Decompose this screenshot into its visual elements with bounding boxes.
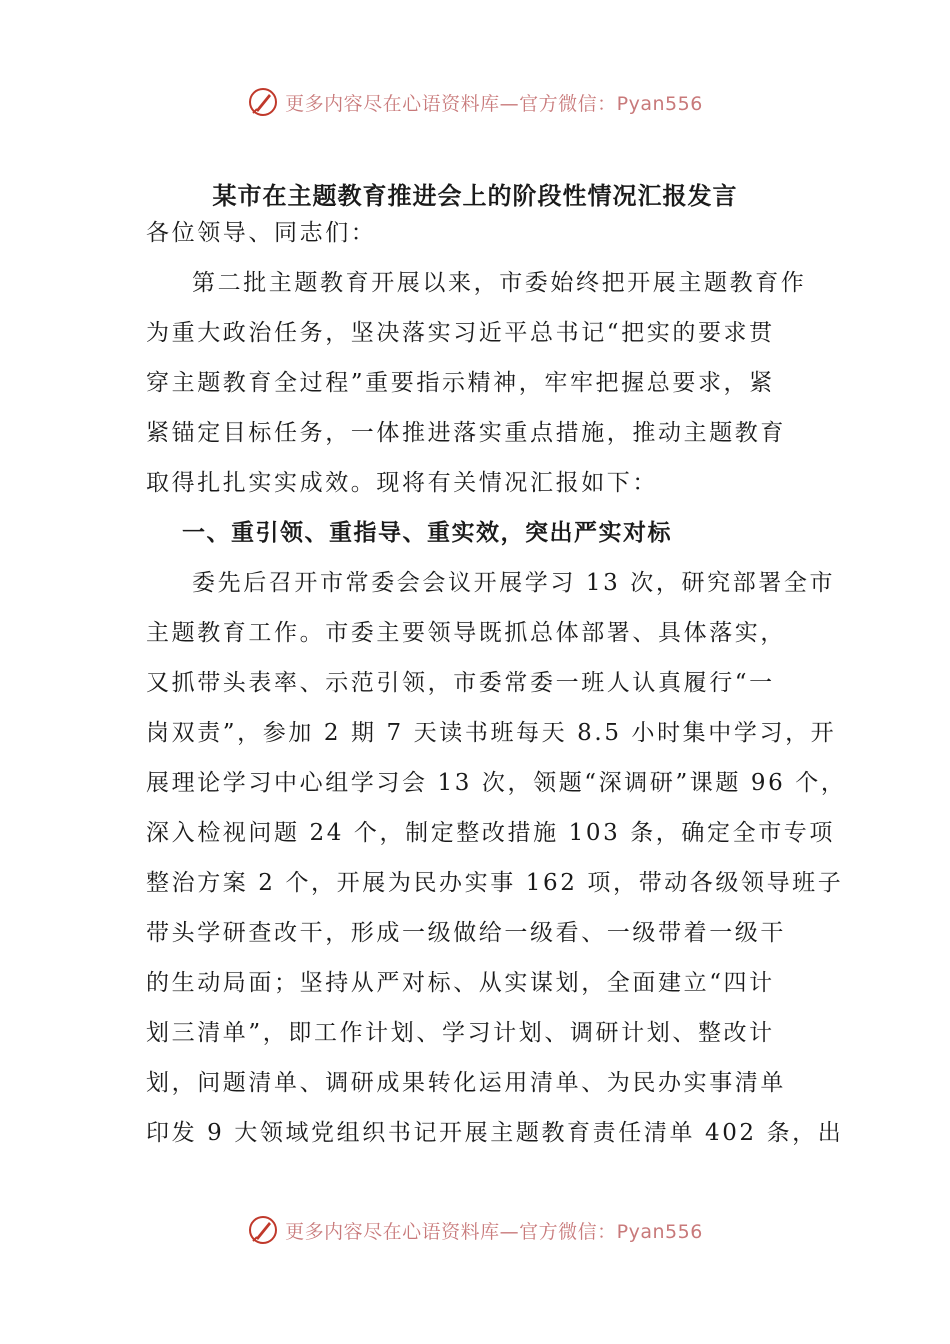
document-title: 某市在主题教育推进会上的阶段性情况汇报发言	[212, 182, 738, 210]
intro-line: 紧锚定目标任务，一体推进落实重点措施，推动主题教育	[146, 420, 786, 446]
section1-line: 深入检视问题 24 个，制定整改措施 103 条，确定全市专项	[146, 820, 836, 846]
section1-line: 又抓带头表率、示范引领，市委常委一班人认真履行“一	[146, 670, 775, 696]
document-body	[146, 208, 847, 1158]
quill-logo-icon	[247, 1214, 279, 1246]
intro-line: 取得扎扎实实成效。现将有关情况汇报如下：	[146, 470, 658, 496]
section1-line: 印发 9 大领域党组织书记开展主题教育责任清单 402 条，出	[146, 1120, 844, 1146]
watermark-text: 更多内容尽在心语资料库—官方微信：Pyan556	[285, 1220, 703, 1243]
section1-line: 岗双责”，参加 2 期 7 天读书班每天 8.5 小时集中学习，开	[146, 720, 837, 746]
watermark-text: 更多内容尽在心语资料库—官方微信：Pyan556	[285, 92, 703, 115]
section1-line: 划三清单”，即工作计划、学习计划、调研计划、整改计	[146, 1020, 775, 1046]
salutation: 各位领导、同志们：	[146, 220, 377, 246]
section1-line: 划，问题清单、调研成果转化运用清单、为民办实事清单	[146, 1070, 786, 1096]
intro-line: 为重大政治任务，坚决落实习近平总书记“把实的要求贯	[146, 320, 775, 346]
intro-paragraph	[146, 258, 814, 508]
intro-line: 第二批主题教育开展以来，市委始终把开展主题教育作	[192, 270, 807, 296]
intro-line: 穿主题教育全过程”重要指示精神，牢牢把握总要求，紧	[146, 370, 775, 396]
section1-line: 整治方案 2 个，开展为民办实事 162 项，带动各级领导班子	[146, 870, 844, 896]
section1-line: 带头学研查改干，形成一级做给一级看、一级带着一级干	[146, 920, 786, 946]
section1-paragraph	[146, 558, 847, 1158]
footer-watermark	[0, 1210, 950, 1250]
section-heading: 一、重引领、重指导、重实效，突出严实对标	[182, 520, 672, 546]
section1-line: 主题教育工作。市委主要领导既抓总体部署、具体落实，	[146, 620, 786, 646]
header-watermark	[0, 82, 950, 122]
section1-line: 的生动局面；坚持从严对标、从实谋划，全面建立“四计	[146, 970, 775, 996]
section1-line: 委先后召开市常委会会议开展学习 13 次，研究部署全市	[192, 570, 836, 596]
quill-logo-icon	[247, 86, 279, 118]
section1-line: 展理论学习中心组学习会 13 次，领题“深调研”课题 96 个，	[146, 770, 847, 796]
